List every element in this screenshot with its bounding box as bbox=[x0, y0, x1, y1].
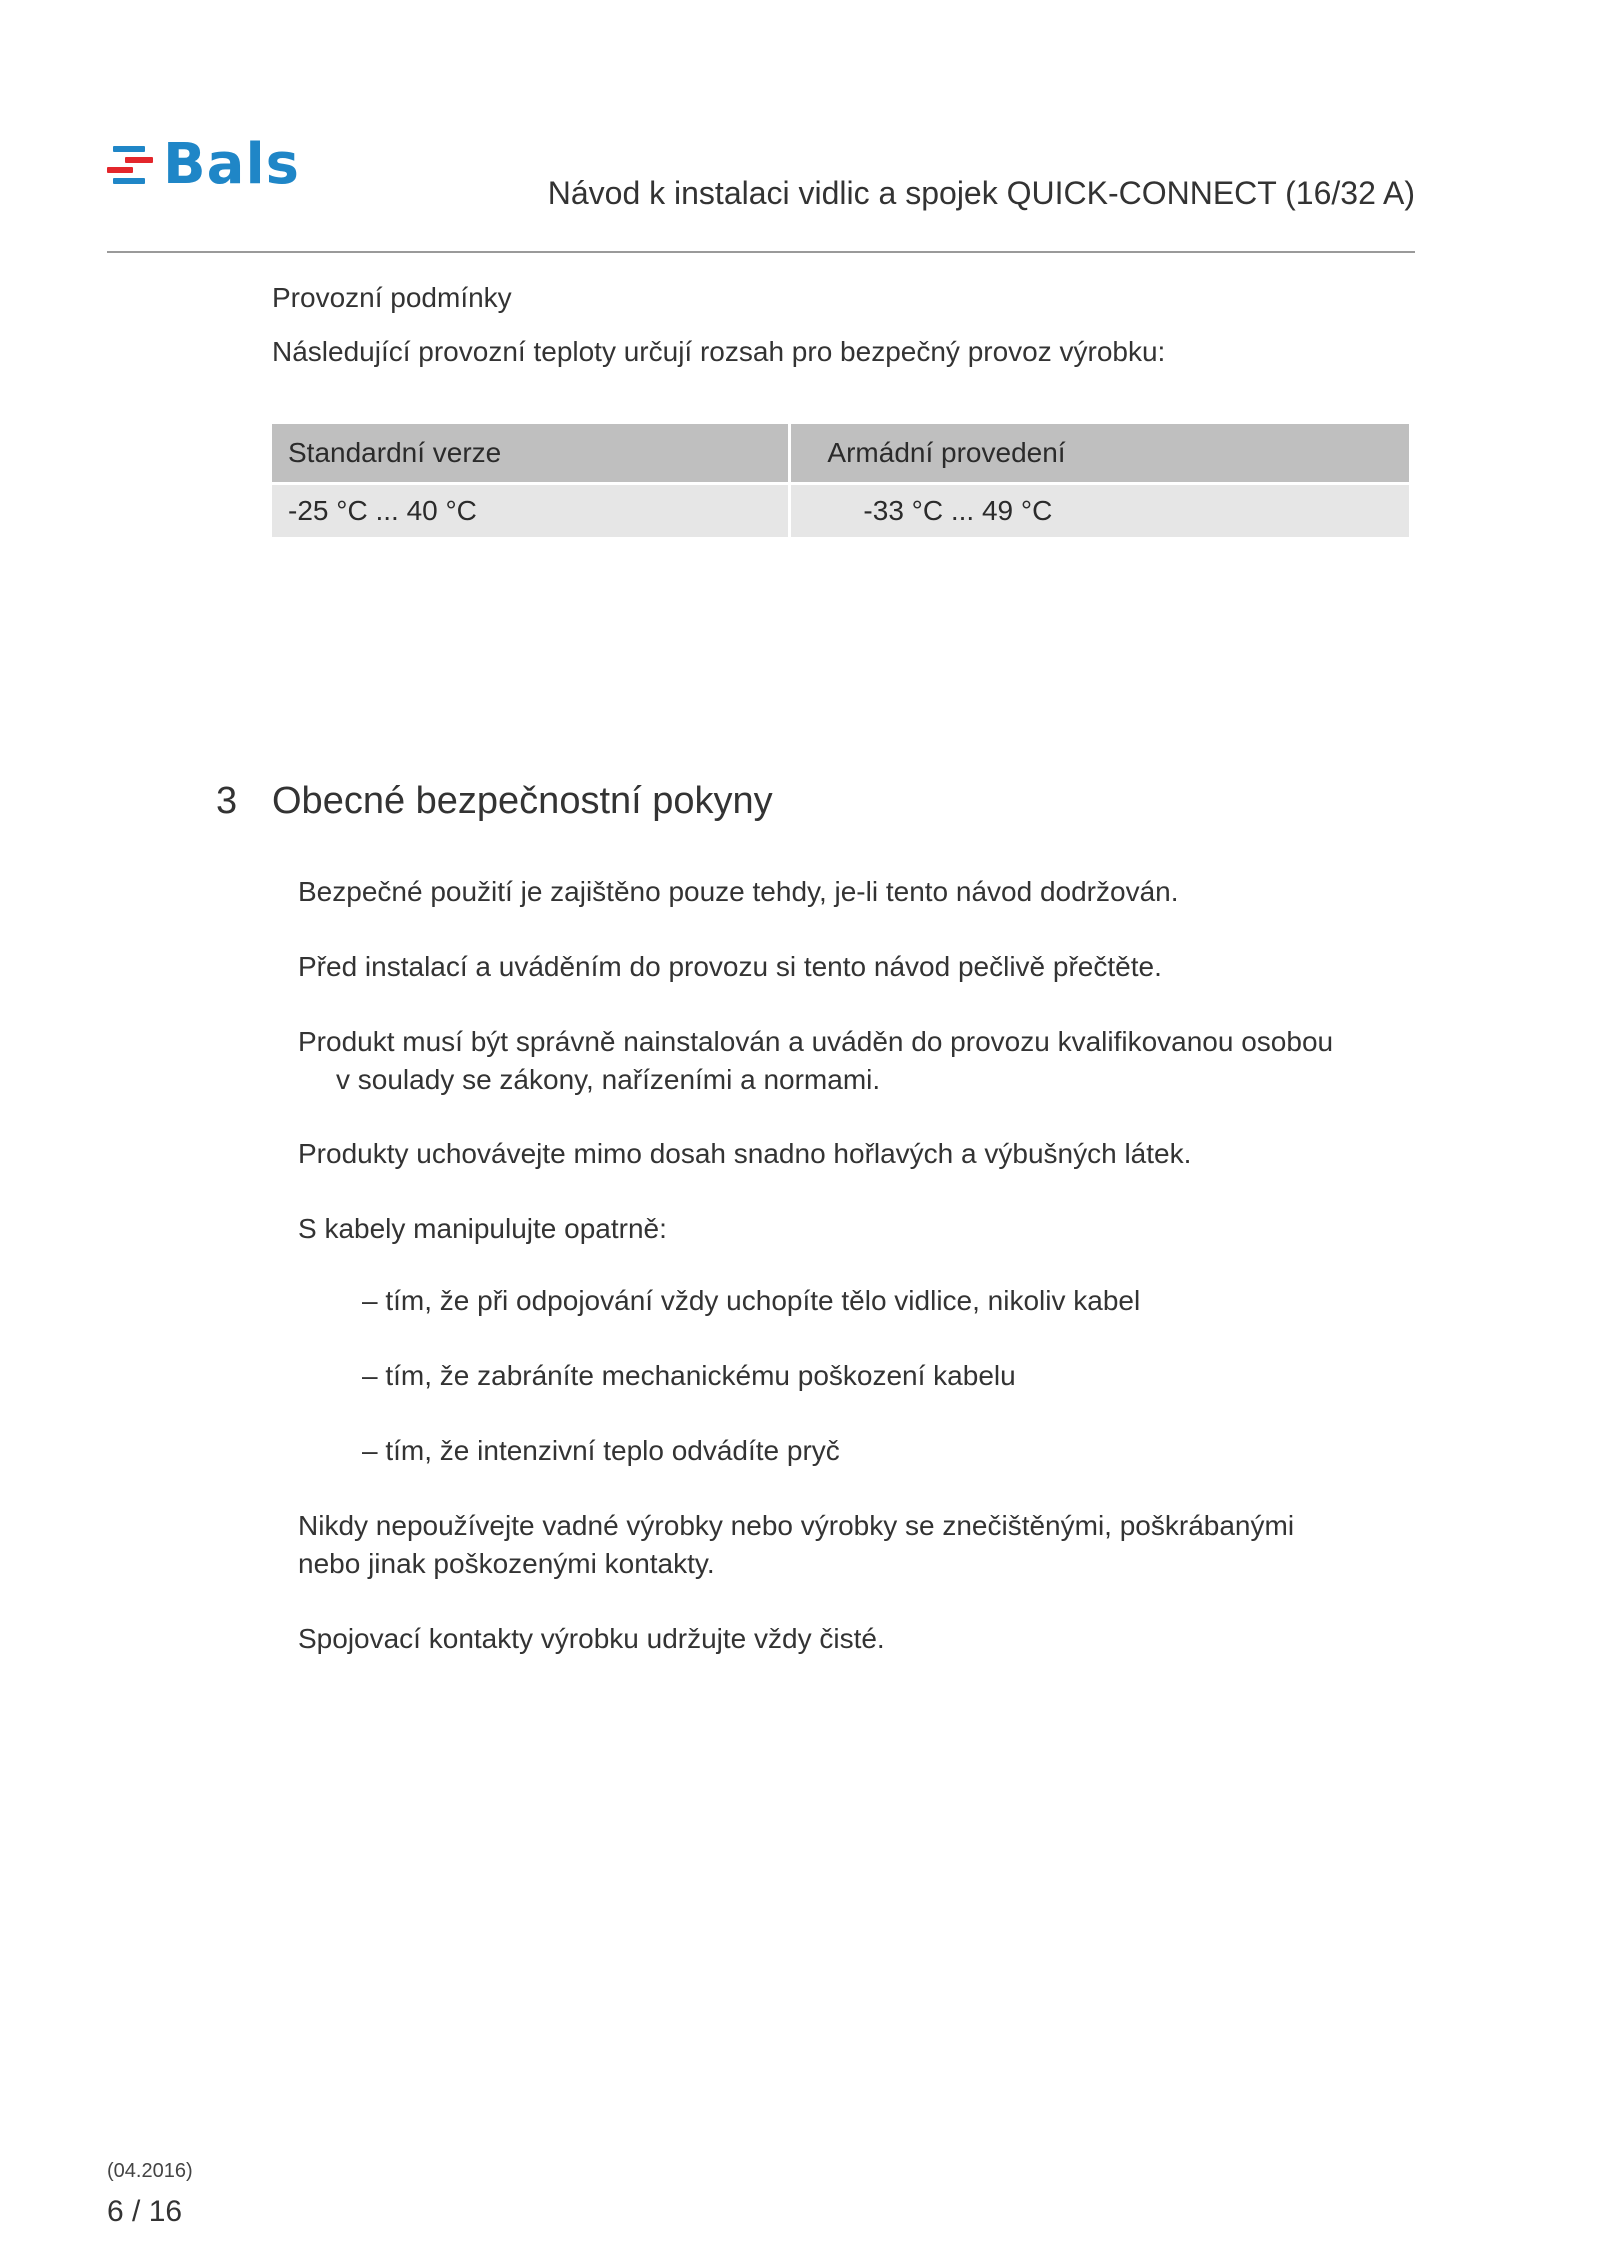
table-cell-standard-range: -25 °C ... 40 °C bbox=[272, 482, 788, 537]
section-title: Obecné bezpečnostní pokyny bbox=[272, 780, 773, 822]
safety-paragraph-6 bbox=[298, 1507, 1294, 1583]
safety-paragraph-3 bbox=[298, 1023, 1333, 1099]
safety-paragraph-6-line-2: nebo jinak poškozenými kontakty. bbox=[298, 1548, 715, 1579]
header-divider bbox=[107, 251, 1415, 253]
page-number: 6 / 16 bbox=[107, 2195, 183, 2228]
list-item: – tím, že intenzivní teplo odvádíte pryč bbox=[362, 1435, 840, 1466]
safety-paragraph-3-line-2: v soulady se zákony, nařízeními a normami. bbox=[336, 1064, 881, 1095]
table-header-standard: Standardní verze bbox=[272, 424, 788, 482]
operating-conditions-intro: Následující provozní teploty určují rozsah pro bezpečný provoz výrobku: bbox=[272, 336, 1166, 367]
safety-paragraph-5: S kabely manipulujte opatrně: bbox=[298, 1213, 667, 1244]
section-number: 3 bbox=[216, 780, 238, 822]
list-item: – tím, že při odpojování vždy uchopíte tělo vidlice, nikoliv kabel bbox=[362, 1285, 1141, 1316]
temperature-table bbox=[269, 424, 1412, 537]
safety-paragraph-3-line-1: Produkt musí být správně nainstalován a uváděn do provozu kvalifikovanou osobou bbox=[298, 1026, 1334, 1057]
footer-date: (04.2016) bbox=[107, 2160, 193, 2182]
bals-logo-mark-icon bbox=[107, 143, 155, 187]
table-header-row bbox=[272, 424, 1409, 482]
safety-paragraph-7: Spojovací kontakty výrobku udržujte vždy čisté. bbox=[298, 1623, 885, 1654]
table-header-army: Armádní provedení bbox=[791, 424, 1409, 482]
safety-paragraph-6-line-1: Nikdy nepoužívejte vadné výrobky nebo výrobky se znečištěnými, poškrábanými bbox=[298, 1510, 1295, 1541]
bals-logo bbox=[107, 132, 300, 197]
safety-paragraph-1: Bezpečné použití je zajištěno pouze tehdy, je-li tento návod dodržován. bbox=[298, 876, 1179, 907]
operating-conditions-heading: Provozní podmínky bbox=[272, 282, 512, 313]
safety-paragraph-2: Před instalací a uváděním do provozu si tento návod pečlivě přečtěte. bbox=[298, 951, 1162, 982]
logo-text: Bals bbox=[163, 132, 300, 197]
list-item: – tím, že zabráníte mechanickému poškození kabelu bbox=[362, 1360, 1016, 1391]
table-cell-army-range: -33 °C ... 49 °C bbox=[791, 482, 1409, 537]
table-row bbox=[272, 482, 1409, 537]
safety-paragraph-4: Produkty uchovávejte mimo dosah snadno hořlavých a výbušných látek. bbox=[298, 1138, 1192, 1169]
document-title: Návod k instalaci vidlic a spojek QUICK-CONNECT (16/32 A) bbox=[547, 175, 1415, 211]
